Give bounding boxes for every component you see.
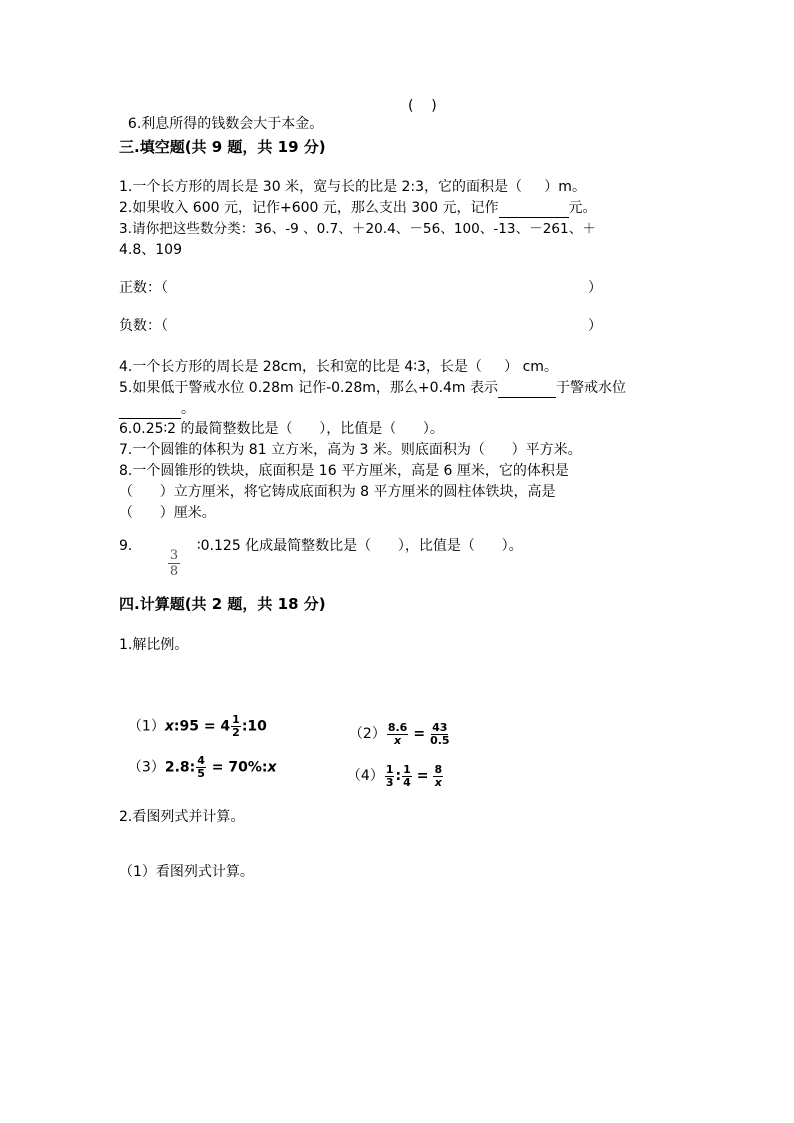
negative-close-paren: ） — [588, 318, 602, 334]
fill-question-3-line-2: 4.8、109 — [119, 242, 182, 258]
fill-question-8-line-1: 8.一个圆锥形的铁块，底面积是 16 平方厘米，高是 6 厘米，它的体积是 — [119, 463, 569, 479]
fill-question-6: 6.0.25∶2 的最简整数比是（ ），比值是（ ）。 — [119, 421, 444, 437]
positive-close-paren: ） — [588, 280, 602, 296]
question-text: 6.利息所得的钱数会大于本金。 — [127, 116, 324, 132]
section-3-title: 三.填空题(共 9 题，共 19 分) — [119, 138, 326, 156]
fill-question-3-line-1: 3.请你把这些数分类：36、-9 、0.7、＋20.4、－56、100、-13、－261、＋ — [119, 221, 596, 237]
proportion-4: （4） $\frac{1}{3}$ : $\frac{1}{4}$ = $\frac{8}{x}$ — [346, 762, 443, 789]
positive-numbers-label: 正数：（ — [119, 280, 168, 296]
proportion-2: （2） $\frac{8.6}{x}$ = $\frac{43}{0.5}$ — [348, 720, 450, 747]
section-4-title: 四.计算题(共 2 题，共 18 分) — [119, 595, 326, 613]
fill-question-5-line-1: 5.如果低于警戒水位 0.28m 记作-0.28m，那么+0.4m 表示 于警戒水位 — [119, 380, 627, 396]
answer-blank — [498, 379, 556, 398]
fill-question-8-line-2: （ ）立方厘米，将它铸成底面积为 8 平方厘米的圆柱体铁块，高是 — [119, 484, 556, 500]
fill-question-1: 1.一个长方形的周长是 30 米，宽与长的比是 2:3，它的面积是（ ）m。 — [119, 179, 586, 195]
fill-question-4: 4.一个长方形的周长是 28cm，长和宽的比是 4∶3，长是（ ） cm。 — [119, 359, 558, 375]
negative-numbers-label: 负数：（ — [119, 318, 168, 334]
calc-question-2-part-1: （1）看图列式计算。 — [119, 864, 254, 880]
fill-question-7: 7.一个圆锥的体积为 81 立方米，高为 3 米。则底面积为（ ）平方米。 — [119, 442, 582, 458]
fill-question-8-line-3: （ ）厘米。 — [119, 505, 216, 521]
proportion-3: （3）2.8: $\frac{4}{5}$ = 70%:x — [127, 754, 277, 780]
answer-parens: ( ) — [408, 98, 437, 114]
fill-question-9-number: 9. — [119, 538, 133, 554]
proportion-1: （1）x:95 = 4 $\frac{1}{2}$ :10 — [127, 713, 267, 739]
answer-blank — [119, 400, 181, 419]
fraction-three-eighths: $\frac{3}{8}$ — [169, 548, 179, 579]
fill-question-9-text: ∶0.125 化成最简整数比是（ ），比值是（ ）。 — [197, 538, 523, 554]
calc-question-2: 2.看图列式并计算。 — [119, 809, 245, 825]
fill-question-2: 2.如果收入 600 元，记作+600 元，那么支出 300 元，记作 元。 — [119, 200, 597, 216]
answer-blank — [499, 199, 569, 218]
fill-question-5-line-2: 。 — [119, 400, 195, 419]
calc-question-1: 1.解比例。 — [119, 637, 189, 653]
question-6-true-false — [119, 97, 323, 133]
